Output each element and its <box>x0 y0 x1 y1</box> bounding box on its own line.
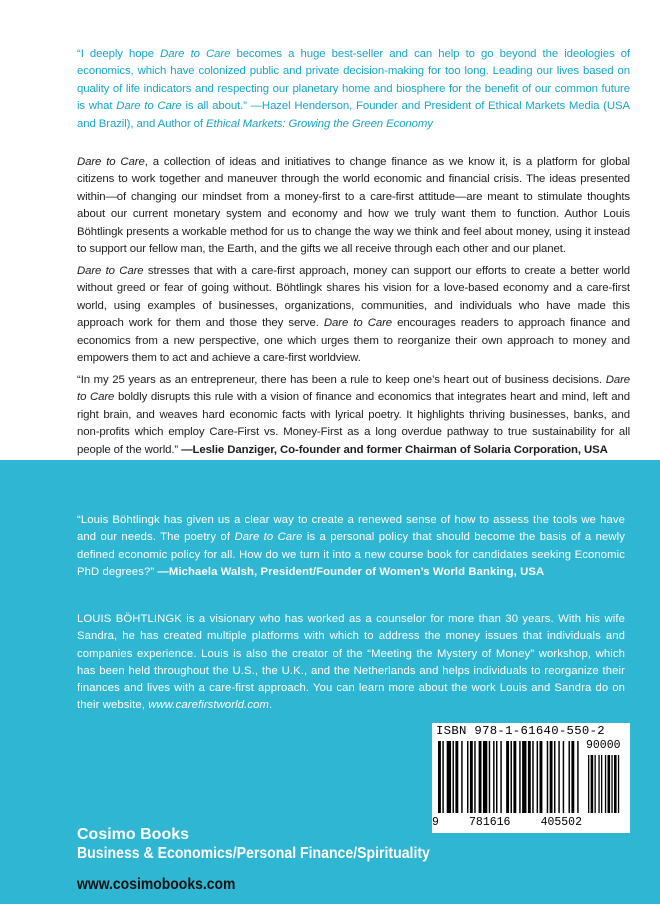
barcode-bar <box>479 741 482 813</box>
barcode-addon-bar <box>601 755 602 813</box>
isbn-label: ISBN 978-1-61640-550-2 <box>436 724 605 738</box>
barcode-bar <box>547 741 548 813</box>
barcode-bar <box>522 741 526 813</box>
barcode-bar <box>569 741 570 813</box>
price-addon: 90000 <box>586 739 621 752</box>
barcode-bar <box>500 741 501 813</box>
barcode-digit-group-2: 405502 <box>540 816 582 829</box>
barcode-addon-bar <box>595 755 596 813</box>
barcode-bars <box>438 741 626 817</box>
endorsement-walsh: “Louis Böhtlingk has given us a clear way to create a renewed sense of how to assess the tools we have and our needs. The poetry of Dare to Care is a personal policy that should become the basis of a newly defined economic policy for all. How do we turn it into a new course book for candidates seeking Economic PhD degrees?” —Michaela Walsh, President/Founder of Women’s World Banking, USA <box>77 514 625 578</box>
barcode-bar <box>519 741 520 813</box>
barcode-bar <box>447 741 451 813</box>
barcode-bar <box>496 741 497 813</box>
barcode-addon-bar <box>605 755 606 813</box>
publisher-website: www.cosimobooks.com <box>77 876 236 893</box>
barcode-addon-bar <box>608 755 611 813</box>
barcode-digit-group-1: 781616 <box>469 816 511 829</box>
barcode-bar <box>506 741 509 813</box>
barcode-bar <box>554 741 555 813</box>
barcode-addon-bar <box>618 755 619 813</box>
barcode-bar <box>442 741 443 813</box>
barcode-bar <box>571 741 574 813</box>
barcode-bar <box>467 741 468 813</box>
barcode-bar <box>577 741 578 813</box>
barcode-bar <box>513 741 516 813</box>
endorsement-henderson: “I deeply hope Dare to Care becomes a huge best-seller and can help to go beyond the ideologies of economics, which have colonized public and private decision-making for too long. Leading our lives based on quality of life indicators and respecting our planetary home and biosphere for the benefit of our common future is what Dare to Care is all about.” —Hazel Henderson, Founder and President of Ethical Markets Media (USA and Brazil), and Author of Ethical Markets: Growing the Green Economy <box>77 48 630 130</box>
barcode-addon-bar <box>588 755 589 813</box>
barcode-bar <box>483 741 487 813</box>
barcode-bar <box>537 741 538 813</box>
barcode-bar <box>540 741 543 813</box>
barcode-bar <box>550 741 553 813</box>
barcode-bar <box>474 741 475 813</box>
barcode-addon-bar <box>614 755 617 813</box>
barcode-bar <box>453 741 454 813</box>
barcode-addon-bar <box>591 755 594 813</box>
barcode-bar <box>558 741 559 813</box>
isbn-barcode <box>432 723 630 833</box>
endorsement-danziger: “In my 25 years as an entrepreneur, there has been a rule to keep one’s heart out of business decisions. Dare to Care boldly disrupts this rule with a vision of finance and economics that integrates heart and mind, left and right brain, and weaves hard economic facts with lyrical poetry. It highlights thriving businesses, banks, and non-profits which employ Care-First vs. Money-First as a long overdue pathway to true sustainability for all people of the world.” —Leslie Danziger, Co-founder and former Chairman of Solaria Corporation, USA <box>77 374 630 456</box>
author-bio: LOUIS BÖHTLINGK is a visionary who has worked as a counselor for more than 30 years. With his wife Sandra, he has created multiple platforms with which to address the money issues that individuals and companies experience. Louis is also the creator of the “Meeting the Mystery of Money” workshop, which has been held throughout the U.S., the U.K., and the Netherlands and helps individuals to reorganize their finances and lives with a care-first approach. You can learn more about the work Louis and Sandra do on their website, www.carefirstworld.com. <box>77 613 625 712</box>
barcode-bar <box>489 741 490 813</box>
barcode-addon-bar <box>598 755 599 813</box>
barcode-bar <box>511 741 512 813</box>
publisher-name: Cosimo Books <box>77 826 190 843</box>
blue-band <box>0 460 660 904</box>
barcode-bar <box>532 741 533 813</box>
barcode-bar <box>493 741 494 813</box>
barcode-bar <box>438 741 441 813</box>
book-description-1: Dare to Care, a collection of ideas and initiatives to change finance as we know it, is a platform for global citizens to work together and maneuver through the world economic and financial crisis. The ideas presented within—of changing our mindset from a money-first to a care-first attitude—are meant to stimulate thoughts about our current monetary system and economy and how we truly want them to function. Author Louis Böhtlingk presents a workable method for us to change the way we think and feel about money, using it instead to support our fellow man, the Earth, and the gifts we all receive through each other and our planet. <box>77 156 630 256</box>
book-description-2: Dare to Care stresses that with a care-first approach, money can support our efforts to create a better world without greed or fear of going without. Böhtlingk shares his vision for a love-based economy and a care-first world, using examples of businesses, organizations, communities, and individuals who have made this approach work for them and those they serve. Dare to Care encourages readers to approach finance and economics from a new perspective, one which urges them to reorganize their own approach to money and empowers them to act and achieve a care-first worldview. <box>77 265 630 365</box>
barcode-addon-bar <box>611 755 612 813</box>
barcode-bar <box>528 741 531 813</box>
book-category: Business & Economics/Personal Finance/Spirituality <box>77 845 430 862</box>
barcode-bar <box>470 741 473 813</box>
barcode-bar <box>563 741 564 813</box>
barcode-digit-first: 9 <box>432 816 439 829</box>
barcode-bar <box>455 741 458 813</box>
barcode-bar <box>461 741 462 813</box>
barcode-digits <box>432 816 582 829</box>
